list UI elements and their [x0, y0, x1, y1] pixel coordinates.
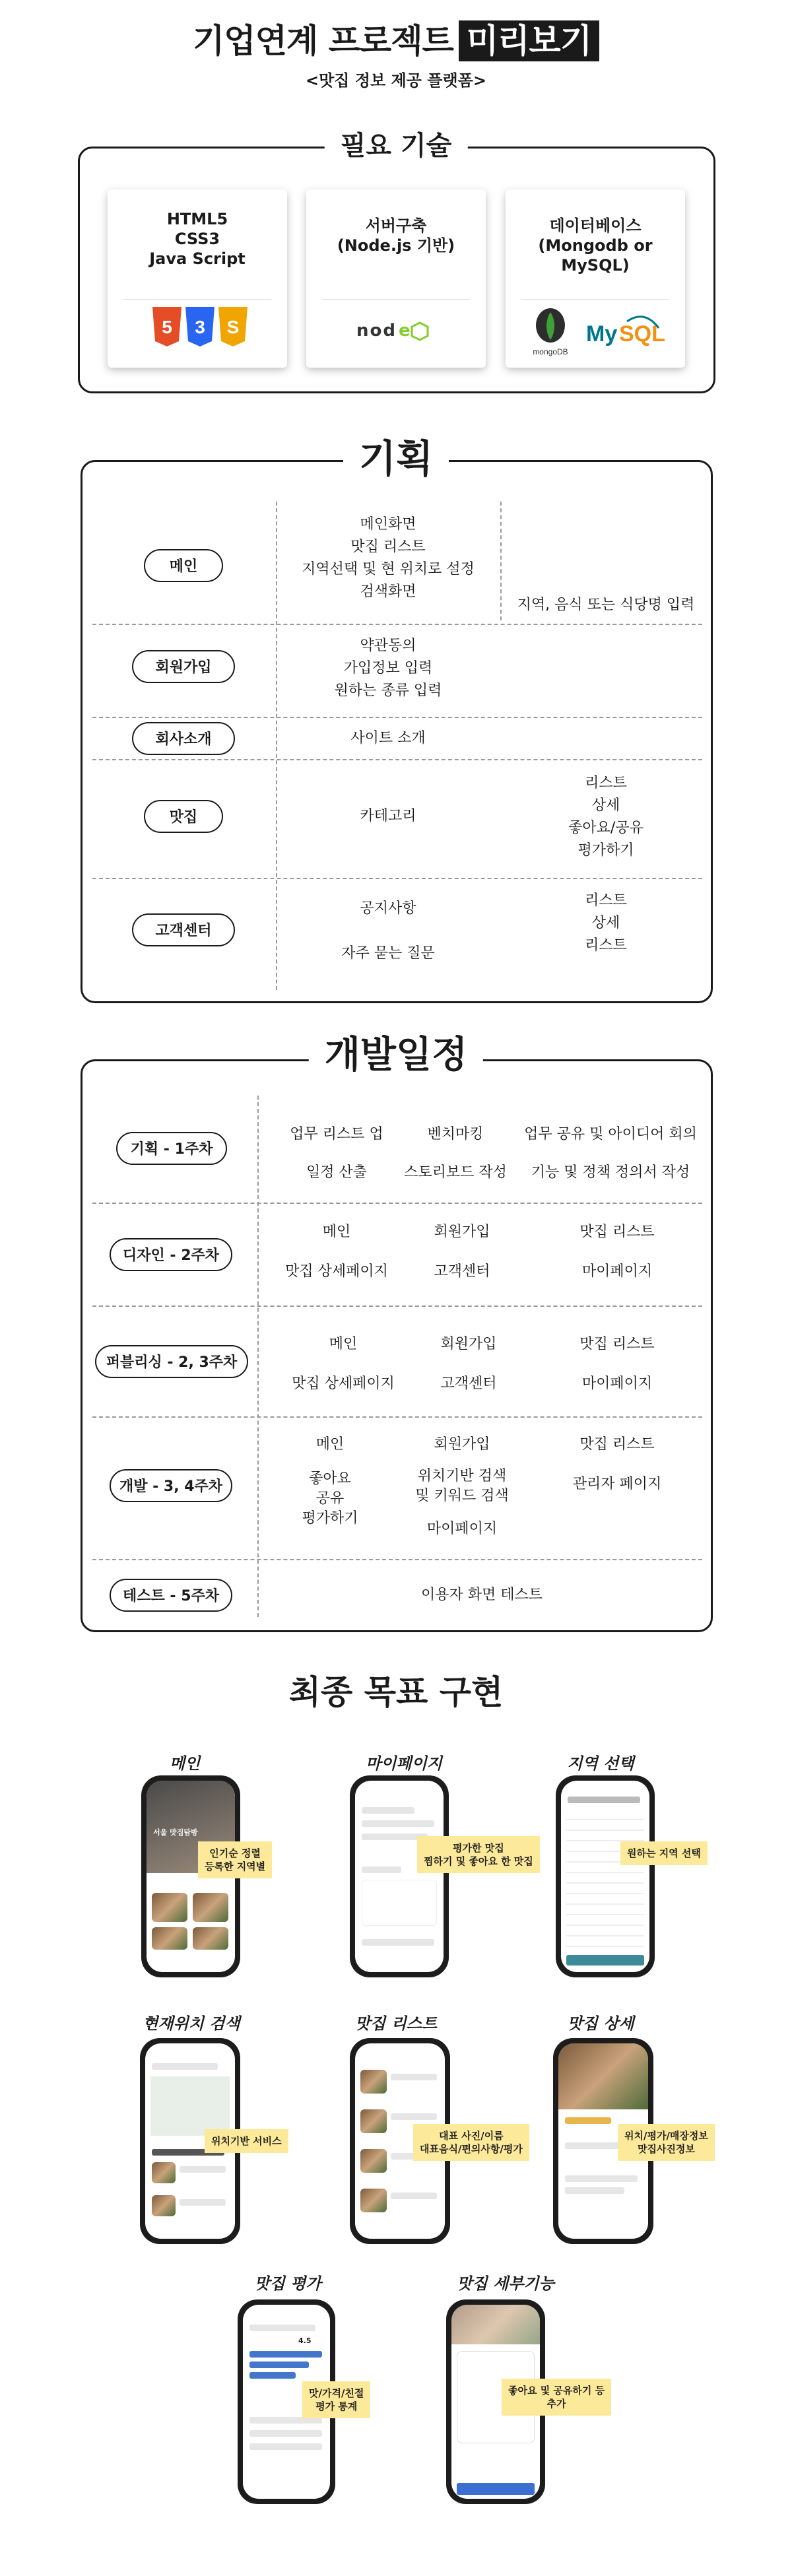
css3-icon: [185, 307, 214, 347]
note-main: 인기순 정렬 등록한 지역별: [198, 1841, 272, 1878]
plan-item: 맛집 리스트: [350, 539, 426, 555]
title-highlight: 미리보기: [459, 20, 599, 61]
mysql-logo: [586, 317, 665, 347]
plan-label-main: 메인: [144, 549, 223, 582]
plan-item: 지역, 음식 또는 식당명 입력: [517, 597, 695, 613]
plan-item: 리스트: [585, 892, 627, 909]
planning-title: 기획: [343, 434, 449, 484]
plan-item: 공지사항: [360, 900, 416, 917]
screen-label-mypage: 마이페이지: [366, 1754, 442, 1773]
page-title: 기업연계 프로젝트 미리보기: [0, 15, 792, 62]
screen-label-main: 메인: [169, 1754, 201, 1773]
skill-card-server: [306, 189, 486, 368]
schedule-item: 맛집 상세페이지: [285, 1263, 388, 1280]
schedule-item: 고객센터: [434, 1263, 490, 1280]
note-region: 원하는 지역 선택: [620, 1841, 708, 1865]
skill-card-label: HTML5 CSS3 Java Script: [149, 210, 246, 268]
plan-item: 상세: [591, 797, 620, 814]
skill-card-database: [506, 189, 685, 368]
schedule-item: 회원가입: [434, 1436, 490, 1453]
schedule-item: 이용자 화면 테스트: [420, 1587, 543, 1603]
plan-label-support: 고객센터: [132, 913, 235, 946]
rating-score: 4.5: [298, 2336, 312, 2345]
svg-text:S: S: [226, 317, 240, 337]
plan-item: 리스트: [585, 937, 627, 954]
schedule-item: 마이페이지: [581, 1263, 653, 1280]
nodejs-logo: [356, 319, 436, 343]
plan-item: 검색화면: [360, 583, 416, 600]
plan-label-restaurant: 맛집: [144, 800, 223, 833]
svg-text:SQL: SQL: [619, 321, 665, 347]
screen-label-features: 맛집 세부기능: [457, 2274, 554, 2293]
schedule-item: 관리자 페이지: [572, 1476, 662, 1492]
plan-item: 약관동의: [360, 638, 416, 654]
plan-item: 메인화면: [360, 516, 416, 533]
schedule-item: 회원가입: [434, 1224, 490, 1240]
plan-item: 원하는 종류 입력: [334, 682, 442, 699]
schedule-label-test: 테스트 - 5주차: [110, 1579, 232, 1612]
mongodb-logo: [533, 308, 568, 356]
js-icon: [218, 307, 248, 347]
schedule-title: 개발일정: [309, 1031, 483, 1080]
svg-text:5: 5: [162, 317, 172, 337]
screen-label-region: 지역 선택: [567, 1754, 634, 1773]
note-rating: 맛/가격/친절 평가 통계: [302, 2381, 370, 2418]
plan-item: 자주 묻는 질문: [341, 945, 435, 962]
schedule-label-publishing: 퍼블리싱 - 2, 3주차: [95, 1345, 248, 1378]
page-subtitle: <맛집 정보 제공 플랫폼>: [306, 71, 486, 90]
schedule-item: 벤치마킹: [427, 1126, 484, 1142]
skill-card-label: 서버구축 (Node.js 기반): [337, 216, 455, 255]
plan-item: 지역선택 및 현 위치로 설정: [302, 561, 475, 578]
schedule-item: 맛집 상세페이지: [292, 1375, 395, 1392]
hero-text: 서울 맛집탐방: [153, 1828, 198, 1837]
schedule-item: 메인: [322, 1224, 351, 1240]
svg-text:My: My: [586, 321, 618, 347]
schedule-item: 맛집 리스트: [579, 1224, 655, 1240]
goals-title: 최종 목표 구현: [288, 1673, 504, 1711]
phone-region: [556, 1775, 655, 1977]
schedule-label-design: 디자인 - 2주차: [110, 1238, 232, 1271]
plan-label-about: 회사소개: [132, 722, 235, 755]
skill-card-frontend: [108, 189, 287, 368]
note-location: 위치기반 서비스: [205, 2129, 288, 2153]
schedule-item: 마이페이지: [581, 1375, 653, 1392]
skills-title: 필요 기술: [325, 129, 468, 163]
screen-label-detail: 맛집 상세: [567, 2014, 634, 2033]
plan-item: 좋아요/공유: [568, 820, 644, 836]
plan-item: 사이트 소개: [350, 730, 426, 746]
note-list: 대표 사진/이름 대표음식/편의사항/평가: [413, 2124, 529, 2161]
note-features: 좋아요 및 공유하기 등 추가: [502, 2379, 611, 2416]
schedule-item: 좋아요 공유 평가하기: [302, 1470, 358, 1527]
html5-icon: [152, 307, 182, 347]
plan-item: 상세: [591, 915, 620, 931]
schedule-item: 고객센터: [440, 1375, 497, 1392]
skill-card-label: 데이터베이스 (Mongodb or MySQL): [538, 216, 653, 275]
schedule-item: 마이페이지: [426, 1521, 498, 1537]
schedule-item: 업무 리스트 업: [290, 1126, 383, 1142]
svg-text:nod: nod: [356, 321, 397, 341]
svg-text:e: e: [399, 321, 411, 341]
plan-label-signup: 회원가입: [132, 650, 235, 683]
svg-text:mongoDB: mongoDB: [533, 347, 568, 356]
schedule-item: 맛집 리스트: [579, 1336, 655, 1352]
plan-item: 카테고리: [360, 808, 416, 824]
schedule-label-dev: 개발 - 3, 4주차: [110, 1469, 232, 1502]
phone-mypage: [350, 1775, 449, 1977]
svg-text:3: 3: [195, 317, 205, 337]
schedule-item: 기능 및 정책 정의서 작성: [531, 1164, 690, 1181]
schedule-item: 회원가입: [440, 1336, 497, 1352]
plan-item: 리스트: [585, 775, 627, 791]
screen-label-rating: 맛집 평가: [254, 2274, 321, 2293]
note-detail: 위치/평가/매장정보 맛집사진정보: [618, 2124, 715, 2161]
schedule-item: 맛집 리스트: [579, 1436, 655, 1453]
plan-item: 가입정보 입력: [343, 660, 433, 677]
note-mypage: 평가한 맛집 찜하기 및 좋아요 한 맛집: [417, 1836, 540, 1873]
screen-label-location: 현재위치 검색: [143, 2014, 240, 2033]
schedule-item: 메인: [315, 1436, 345, 1453]
schedule-label-plan: 기획 - 1주차: [116, 1132, 227, 1165]
schedule-item: 일정 산출: [306, 1164, 367, 1181]
screen-label-list: 맛집 리스트: [354, 2014, 438, 2033]
schedule-item: 위치기반 검색 및 키워드 검색: [415, 1468, 509, 1504]
schedule-item: 메인: [329, 1336, 358, 1352]
schedule-item: 업무 공유 및 아이디어 회의: [524, 1126, 697, 1142]
schedule-item: 스토리보드 작성: [404, 1164, 507, 1181]
plan-item: 평가하기: [578, 842, 634, 859]
